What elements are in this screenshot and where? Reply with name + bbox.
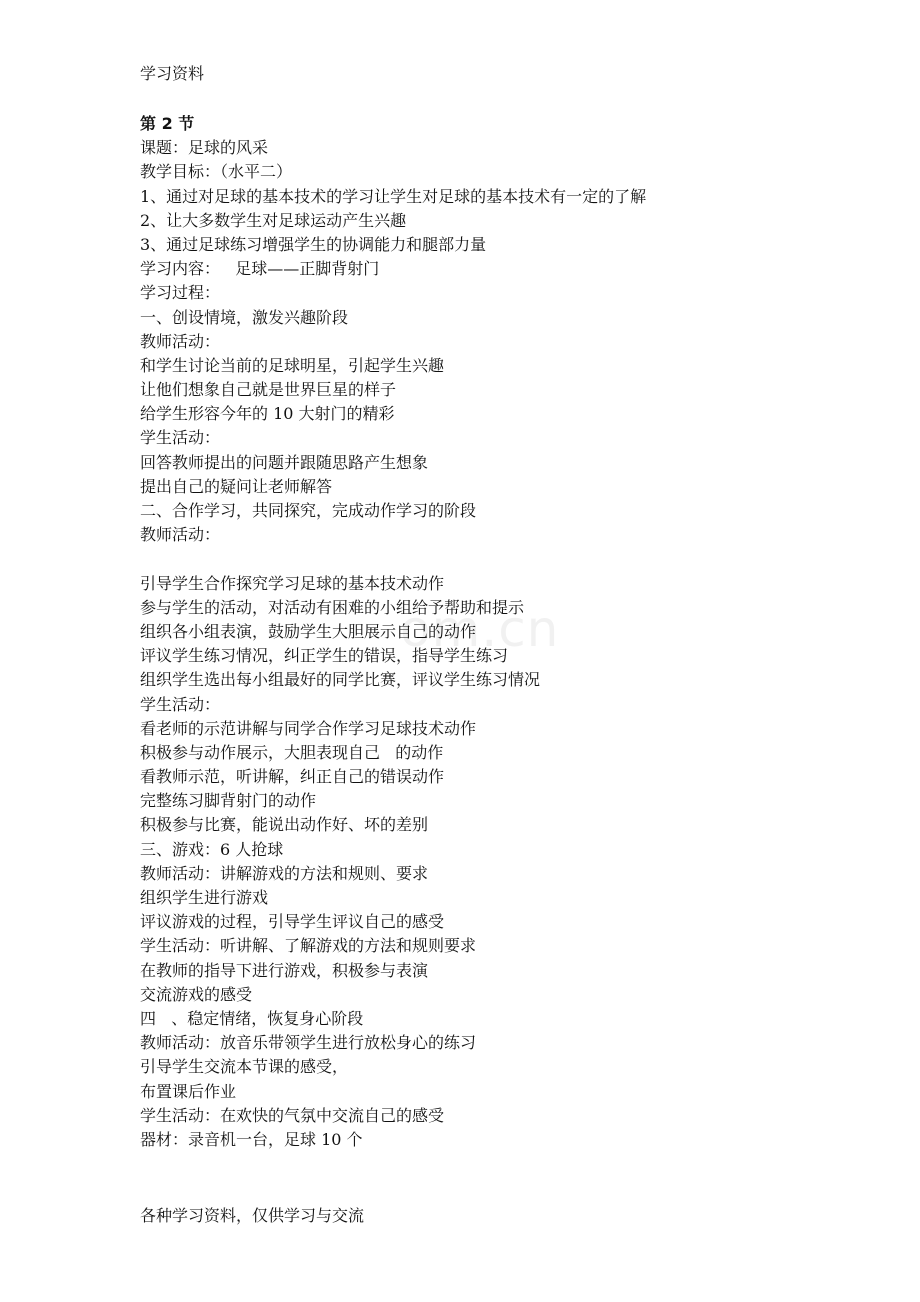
document-body: [140, 112, 780, 1152]
text-line: 学生活动：听讲解、了解游戏的方法和规则要求: [140, 936, 477, 956]
teacher-activity-heading: 教师活动：: [140, 331, 221, 351]
blank-line: [140, 547, 780, 571]
text-line: 积极参与比赛，能说出动作好、坏的差别: [140, 815, 429, 835]
text-line: 组织各小组表演，鼓励学生大胆展示自己的动作: [140, 621, 477, 641]
learning-content: 学习内容： 足球——正脚背射门: [140, 259, 380, 279]
text-line: 引导学生交流本节课的感受，: [140, 1057, 349, 1077]
teaching-goals-heading: 教学目标：（水平二）: [140, 162, 293, 182]
text-line: 看老师的示范讲解与同学合作学习足球技术动作: [140, 718, 477, 738]
page-header: 学习资料: [140, 64, 205, 83]
text-line: 组织学生进行游戏: [140, 888, 269, 907]
lesson-topic: 课题：足球的风采: [140, 138, 269, 158]
text-line: 在教师的指导下进行游戏，积极参与表演: [140, 960, 429, 980]
goal-item: 3、通过足球练习增强学生的协调能力和腿部力量: [140, 234, 487, 254]
text-line: 完整练习脚背射门的动作: [140, 791, 317, 811]
student-activity-heading: 学生活动：: [140, 428, 221, 448]
text-line: 提出自己的疑问让老师解答: [140, 476, 333, 496]
text-line: 评议游戏的过程，引导学生评议自己的感受: [140, 912, 445, 932]
text-line: 教师活动：讲解游戏的方法和规则、要求: [140, 863, 429, 883]
learning-process-heading: 学习过程：: [140, 283, 221, 303]
text-line: 参与学生的活动，对活动有困难的小组给予帮助和提示: [140, 597, 525, 617]
text-line: 积极参与动作展示，大胆表现自己 的动作: [140, 742, 444, 762]
text-line: 交流游戏的感受: [140, 984, 253, 1004]
stage-heading: 一、创设情境，激发兴趣阶段: [140, 307, 349, 327]
text-line: 评议学生练习情况，纠正学生的错误，指导学生练习: [140, 646, 509, 666]
text-line: 和学生讨论当前的足球明星，引起学生兴趣: [140, 355, 445, 375]
text-line: 回答教师提出的问题并跟随思路产生想象: [140, 452, 429, 472]
equipment-line: 器材：录音机一台，足球 10 个: [140, 1129, 363, 1149]
stage-heading: 二、合作学习，共同探究，完成动作学习的阶段: [140, 501, 477, 520]
stage-heading: 三、游戏：6 人抢球: [140, 839, 284, 859]
text-line: 看教师示范，听讲解，纠正自己的错误动作: [140, 767, 445, 787]
teacher-activity-heading: 教师活动：: [140, 525, 221, 545]
page-footer: 各种学习资料，仅供学习与交流: [140, 1206, 365, 1225]
text-line: 教师活动：放音乐带领学生进行放松身心的练习: [140, 1033, 477, 1053]
watermark: om.cn: [400, 600, 560, 658]
text-line: 给学生形容今年的 10 大射门的精彩: [140, 404, 395, 424]
student-activity-heading: 学生活动：: [140, 694, 221, 714]
goal-item: 2、让大多数学生对足球运动产生兴趣: [140, 210, 407, 230]
section-title: 第 2 节: [140, 114, 195, 133]
text-line: 引导学生合作探究学习足球的基本技术动作: [140, 573, 445, 593]
text-line: 布置课后作业: [140, 1081, 237, 1101]
stage-heading: 四 、稳定情绪，恢复身心阶段: [140, 1008, 364, 1028]
text-line: 学生活动：在欢快的气氛中交流自己的感受: [140, 1105, 445, 1125]
goal-item: 1、通过对足球的基本技术的学习让学生对足球的基本技术有一定的了解: [140, 186, 647, 206]
text-line: 让他们想象自己就是世界巨星的样子: [140, 380, 397, 400]
text-line: 组织学生选出每小组最好的同学比赛，评议学生练习情况: [140, 670, 541, 690]
